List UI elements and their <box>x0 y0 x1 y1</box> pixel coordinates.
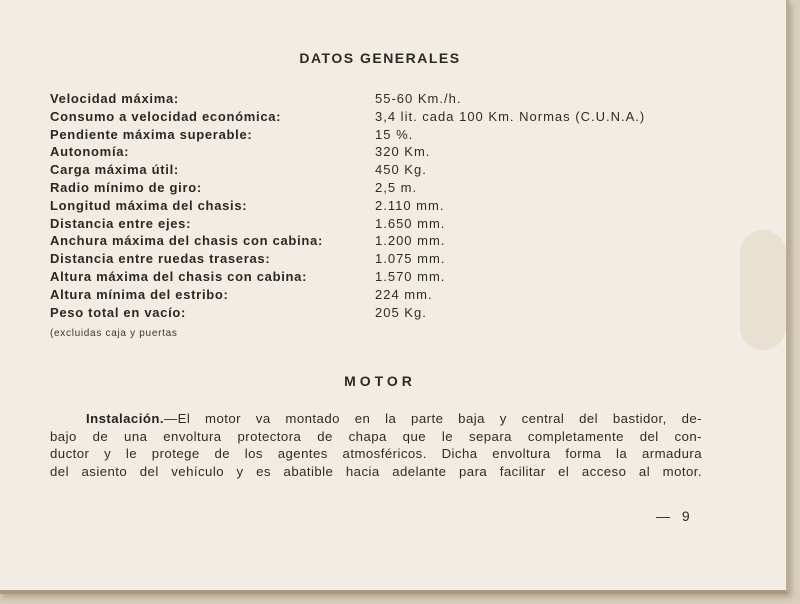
spec-row <box>50 161 710 179</box>
spec-label: Distancia entre ruedas traseras: <box>50 251 271 267</box>
spec-row <box>50 90 710 108</box>
spec-row <box>50 215 710 233</box>
paragraph-text: —El motor va montado en la parte baja y central del bastidor, de- <box>163 411 702 426</box>
paper-stain <box>740 230 786 350</box>
spec-label: Pendiente máxima superable: <box>50 126 253 142</box>
spec-value: 224 mm. <box>375 286 433 302</box>
spec-value: 450 Kg. <box>375 162 427 178</box>
spec-label: Consumo a velocidad económica: <box>50 108 282 124</box>
spec-value: 3,4 lit. cada 100 Km. Normas (C.U.N.A.) <box>375 108 646 124</box>
spec-value: 2,5 m. <box>375 179 418 195</box>
spec-row <box>50 268 710 286</box>
spec-label: Carga máxima útil: <box>50 162 179 178</box>
spec-label: Altura máxima del chasis con cabina: <box>50 268 308 284</box>
paragraph-line: del asiento del vehículo y es abatible hacia adelante para facilitar el acceso al motor. <box>50 463 702 479</box>
spec-row <box>50 232 710 250</box>
spec-value: 1.650 mm. <box>375 215 446 231</box>
spec-row <box>50 179 710 197</box>
motor-title: MOTOR <box>344 373 416 389</box>
spec-value: 2.110 mm. <box>375 197 445 213</box>
spec-row <box>50 286 710 304</box>
page-number: — 9 <box>656 508 694 524</box>
spec-row <box>50 126 710 144</box>
spec-value: 55-60 Km./h. <box>375 91 462 106</box>
specs-table <box>50 90 710 321</box>
spec-row <box>50 108 710 126</box>
spec-row <box>50 250 710 268</box>
paragraph-lead: Instalación. <box>86 411 164 426</box>
weight-note: (excluidas caja y puertas <box>50 328 178 339</box>
spec-label: Distancia entre ejes: <box>50 215 192 231</box>
spec-label: Anchura máxima del chasis con cabina: <box>50 233 323 249</box>
spec-label: Radio mínimo de giro: <box>50 179 202 195</box>
spec-label: Altura mínima del estribo: <box>50 286 229 302</box>
spec-value: 1.075 mm. <box>375 251 446 267</box>
spec-row <box>50 304 710 322</box>
spec-value: 1.570 mm. <box>375 268 446 284</box>
spec-row <box>50 197 710 215</box>
motor-paragraph <box>50 410 702 480</box>
spec-value: 15 %. <box>375 126 414 142</box>
paragraph-line: bajo de una envoltura protectora de chapa que le separa completamente del con- <box>50 428 702 444</box>
spec-value: 205 Kg. <box>375 304 427 320</box>
spec-label: Longitud máxima del chasis: <box>50 197 248 213</box>
spec-label: Autonomía: <box>50 144 130 160</box>
paragraph-line <box>50 410 702 428</box>
spec-value: 320 Km. <box>375 144 431 160</box>
spec-label: Velocidad máxima: <box>50 91 179 106</box>
general-data-title: DATOS GENERALES <box>299 50 461 66</box>
spec-label: Peso total en vacío: <box>50 304 187 320</box>
paragraph-line: ductor y le protege de los agentes atmosféricos. Dicha envoltura forma la armadura <box>50 446 702 462</box>
spec-value: 1.200 mm. <box>375 233 446 249</box>
spec-row <box>50 143 710 161</box>
